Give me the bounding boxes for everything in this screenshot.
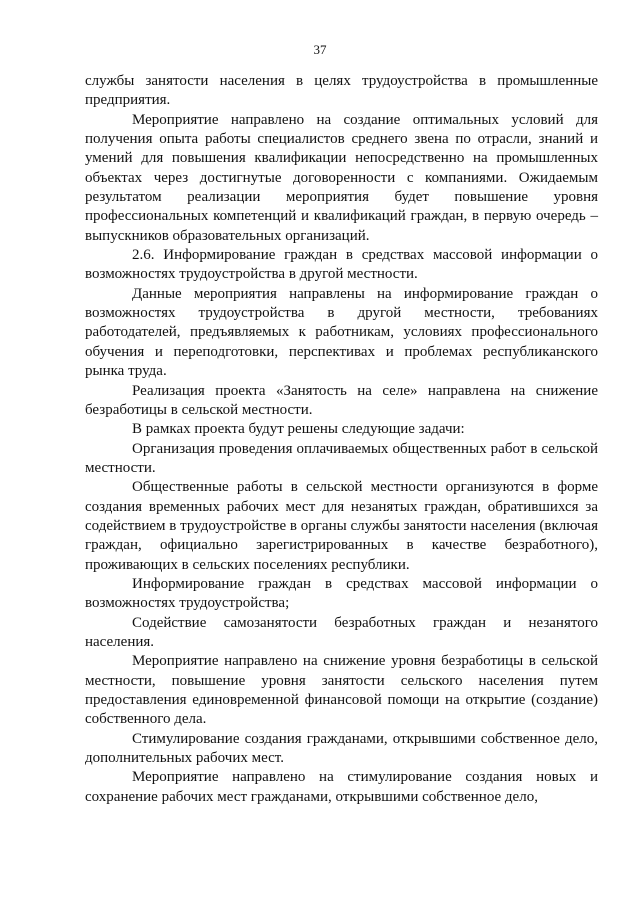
paragraph: Стимулирование создания гражданами, открывшими собственное дело, дополнительных рабочих мест. [85,730,598,767]
paragraph: Информирование граждан в средствах массовой информации о возможностях трудоустройства; [85,575,598,612]
paragraph: Мероприятие направлено на стимулирование создания новых и сохранение рабочих мест гражданами, открывшими собственное дело, [85,769,598,805]
paragraph: В рамках проекта будут решены следующие задачи: [132,421,465,438]
paragraph: Реализация проекта «Занятость на селе» направлена на снижение безработицы в сельской местности. [85,382,598,418]
paragraph: Общественные работы в сельской местности организуются в форме создания временных рабочих мест для незанятых граждан, обратившихся за содействием в трудоустройстве в органы службы занятости населения (включая граждан, официально зарегистрированных в качестве безработного), проживающих в сельских поселениях республики. [85,479,598,573]
page-number: 37 [313,42,327,57]
document-body [85,72,598,807]
paragraph-continuation: службы занятости населения в целях трудоустройства в промышленные предприятия. [85,73,598,109]
paragraph: Организация проведения оплачиваемых общественных работ в сельской местности. [85,440,598,476]
paragraph: Данные мероприятия направлены на информирование граждан о возможностях трудоустройства в другой местности, требованиях работодателей, предъявляемых к работникам, условиях профессионального обучения и переподготовки, перспективах и проблемах республиканского рынка труда. [85,285,598,380]
paragraph: Содействие самозанятости безработных граждан и незанятого населения. [85,614,598,650]
paragraph: Мероприятие направлено на снижение уровня безработицы в сельской местности, повышение уровня занятости сельского населения путем предоставления единовременной финансовой помощи на открытие (создание) собственного дела. [85,653,598,728]
paragraph: Мероприятие направлено на создание оптимальных условий для получения опыта работы специалистов среднего звена по отрасли, знаний и умений для повышения квалификации непосредственно на промышленных объектах через достигнутые договоренности с компаниями. Ожидаемым результатом реализации мероприятия будет повышение уровня профессиональных компетенций и квалификаций граждан, в первую очередь – выпускников образовательных организаций. [85,111,598,244]
section-heading-2-6: 2.6. Информирование граждан в средствах массовой информации о возможностях трудоустройства в другой местности. [85,247,598,283]
